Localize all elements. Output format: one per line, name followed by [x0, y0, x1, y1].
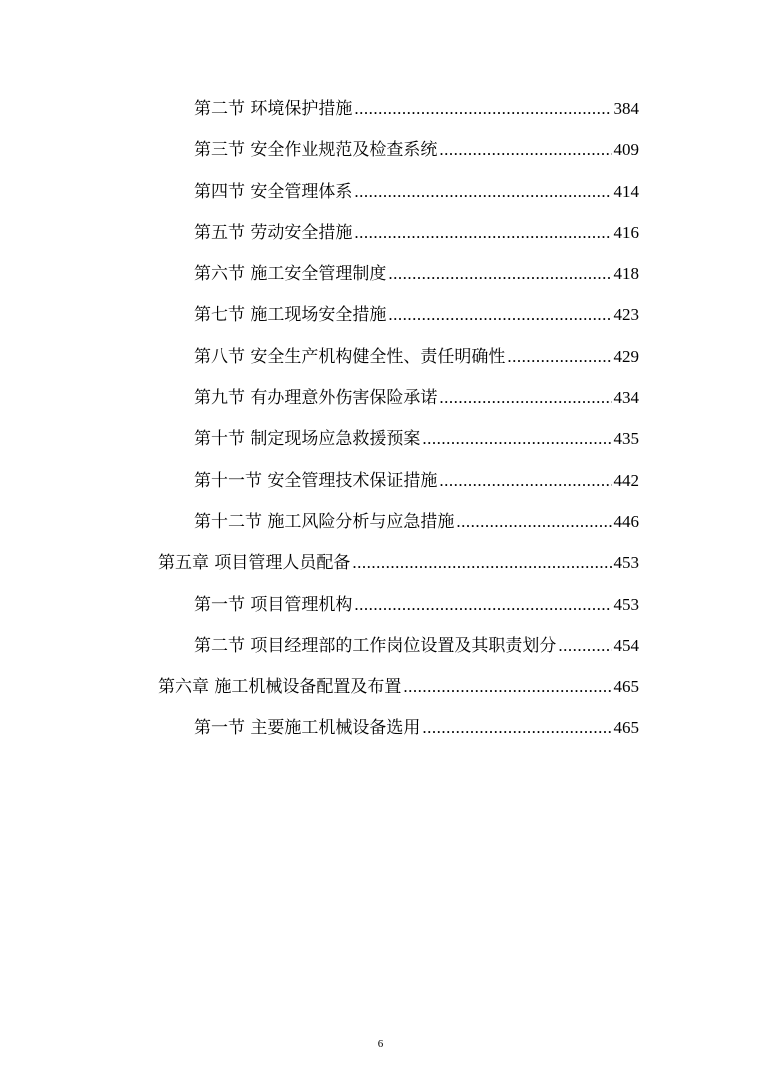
toc-entry-page: 418 [613, 264, 639, 284]
toc-entry-title: 第四节 安全管理体系 [194, 181, 353, 202]
page-number: 6 [377, 1038, 384, 1050]
toc-entry[interactable] [194, 218, 639, 259]
toc-entry-page: 384 [613, 99, 639, 118]
toc-entry-page: 442 [613, 470, 639, 490]
toc-entry[interactable] [194, 466, 639, 507]
toc-leader-dots [388, 300, 611, 330]
toc-leader-dots [403, 672, 611, 702]
toc-leader-dots [354, 94, 611, 124]
toc-entry-page: 423 [613, 305, 639, 325]
toc-entry-page: 465 [613, 677, 639, 697]
toc-entry-title: 第二节 项目经理部的工作岗位设置及其职责划分 [194, 635, 557, 656]
toc-entry-title: 第十二节 施工风险分析与应急措施 [194, 511, 455, 532]
toc-leader-dots [354, 218, 611, 248]
toc-entry[interactable] [194, 507, 639, 548]
toc-entry-page: 416 [613, 222, 639, 242]
toc-leader-dots [354, 177, 611, 207]
toc-entry-title: 第二节 环境保护措施 [194, 99, 353, 119]
toc-entry-title: 第一节 项目管理机构 [194, 594, 353, 615]
toc-entry-title: 第五章 项目管理人员配备 [158, 553, 351, 574]
toc-entry-title: 第十一节 安全管理技术保证措施 [194, 470, 438, 491]
toc-entry-page: 465 [613, 718, 639, 738]
toc-entry[interactable] [194, 177, 639, 218]
toc-entry-page: 454 [613, 635, 639, 655]
toc-entry[interactable] [194, 300, 639, 341]
toc-entry-page: 453 [613, 594, 639, 614]
toc-entry[interactable] [194, 135, 639, 176]
toc-entry-page: 409 [613, 140, 639, 160]
toc-leader-dots [507, 342, 611, 372]
toc-entry-title: 第一节 主要施工机械设备选用 [194, 718, 421, 739]
toc-entry[interactable] [194, 631, 639, 672]
toc-entry-page: 435 [613, 429, 639, 449]
toc-entry-page: 453 [613, 553, 639, 573]
toc-leader-dots [388, 259, 611, 289]
toc-leader-dots [439, 135, 611, 165]
toc-entry[interactable] [194, 259, 639, 300]
toc-entry[interactable] [194, 383, 639, 424]
toc-leader-dots [558, 631, 611, 661]
toc-entry-page: 446 [613, 511, 639, 531]
toc-entry[interactable] [194, 713, 639, 754]
toc-leader-dots [354, 590, 611, 620]
toc-leader-dots [422, 713, 611, 743]
toc-entry-title: 第五节 劳动安全措施 [194, 222, 353, 243]
toc-entry-title: 第八节 安全生产机构健全性、责任明确性 [194, 346, 506, 367]
toc-entry[interactable] [194, 424, 639, 465]
toc-leader-dots [439, 466, 611, 496]
toc-entry-page: 414 [613, 181, 639, 201]
toc-entry-page: 434 [613, 388, 639, 408]
toc-entry[interactable] [194, 342, 639, 383]
toc-entry-title: 第十节 制定现场应急救援预案 [194, 429, 421, 450]
toc-entry[interactable] [194, 590, 639, 631]
toc-chapter-entry[interactable] [158, 548, 639, 589]
toc-entry-page: 429 [613, 346, 639, 366]
toc-entry-title: 第六节 施工安全管理制度 [194, 264, 387, 285]
toc-leader-dots [456, 507, 611, 537]
toc-chapter-entry[interactable] [158, 672, 639, 713]
toc-entry-title: 第六章 施工机械设备配置及布置 [158, 677, 402, 698]
toc-entry-title: 第九节 有办理意外伤害保险承诺 [194, 388, 438, 409]
toc-entry-title: 第三节 安全作业规范及检查系统 [194, 140, 438, 161]
toc-entry-title: 第七节 施工现场安全措施 [194, 305, 387, 326]
toc-entry[interactable] [194, 94, 639, 135]
table-of-contents [0, 94, 761, 755]
toc-leader-dots [352, 548, 611, 578]
toc-leader-dots [439, 383, 611, 413]
toc-leader-dots [422, 424, 611, 454]
